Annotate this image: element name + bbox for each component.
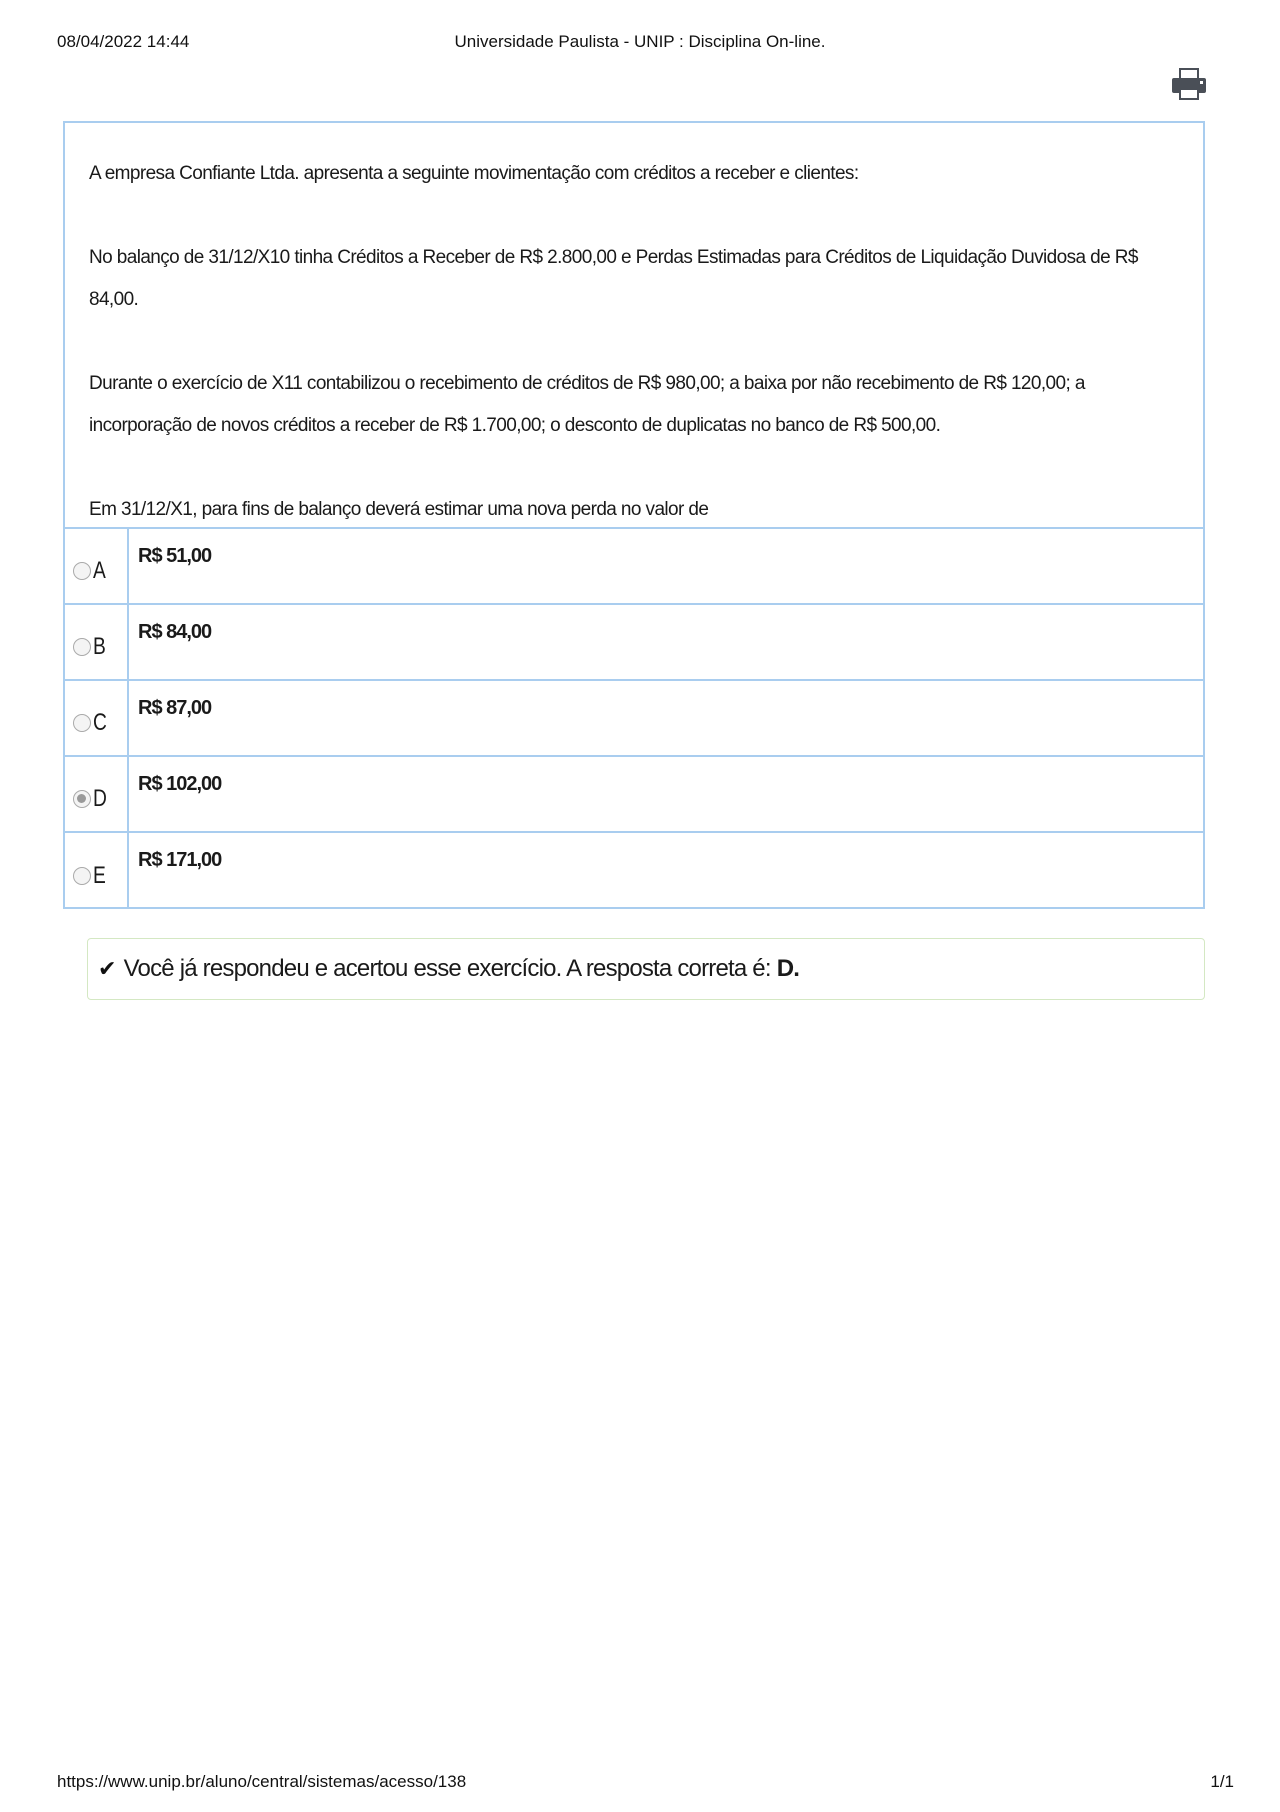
checkmark-icon: ✔ [98,956,116,981]
feedback-answer: D. [776,955,800,982]
radio-button[interactable] [73,714,91,732]
radio-button-selected[interactable] [73,790,91,808]
option-e[interactable] [65,833,1203,909]
question-paragraph: Durante o exercício de X11 contabilizou o recebimento de créditos de R$ 980,00; a baixa por não recebimento de R$ 120,00; a incorporação de novos créditos a receber de R$ 1.700,00; o desconto de duplicatas no banco de R$ 500,00. [89,373,1085,436]
option-text: R$ 51,00 [138,545,212,567]
feedback-message: Você já respondeu e acertou esse exercício. A resposta correta é: [123,955,771,982]
print-footer [0,1772,1280,1796]
option-letter-cell [65,605,129,679]
option-letter: C [93,709,107,736]
option-text: R$ 171,00 [138,849,222,871]
option-letter: B [93,633,106,660]
question-paragraph: A empresa Confiante Ltda. apresenta a seguinte movimentação com créditos a receber e clientes: [89,163,859,184]
question-box [63,121,1205,909]
option-text: R$ 102,00 [138,773,222,795]
radio-button[interactable] [73,867,91,885]
option-letter-cell [65,529,129,603]
option-letter-cell [65,757,129,831]
option-letter-cell [65,833,129,909]
question-paragraph: Em 31/12/X1, para fins de balanço deverá estimar uma nova perda no valor de [89,499,709,520]
option-a[interactable] [65,529,1203,605]
option-text: R$ 84,00 [138,621,212,643]
print-date: 08/04/2022 14:44 [57,32,190,51]
printer-icon[interactable] [1170,66,1208,102]
feedback-banner [87,938,1205,1000]
print-title: Universidade Paulista - UNIP : Disciplina On-line. [454,32,826,51]
radio-button[interactable] [73,562,91,580]
print-header [0,30,1280,54]
option-letter: D [93,785,107,812]
radio-button[interactable] [73,638,91,656]
option-letter: E [93,862,106,889]
footer-page-number: 1/1 [1210,1772,1234,1791]
option-letter-cell [65,681,129,755]
option-b[interactable] [65,605,1203,681]
option-d[interactable] [65,757,1203,833]
option-c[interactable] [65,681,1203,757]
question-paragraph: No balanço de 31/12/X10 tinha Créditos a Receber de R$ 2.800,00 e Perdas Estimadas para Créditos de Liquidação Duvidosa de R$ 84,00. [89,247,1138,310]
option-text: R$ 87,00 [138,697,212,719]
option-letter: A [93,557,106,584]
footer-url: https://www.unip.br/aluno/central/sistemas/acesso/138 [57,1772,467,1791]
question-statement [65,123,1203,529]
